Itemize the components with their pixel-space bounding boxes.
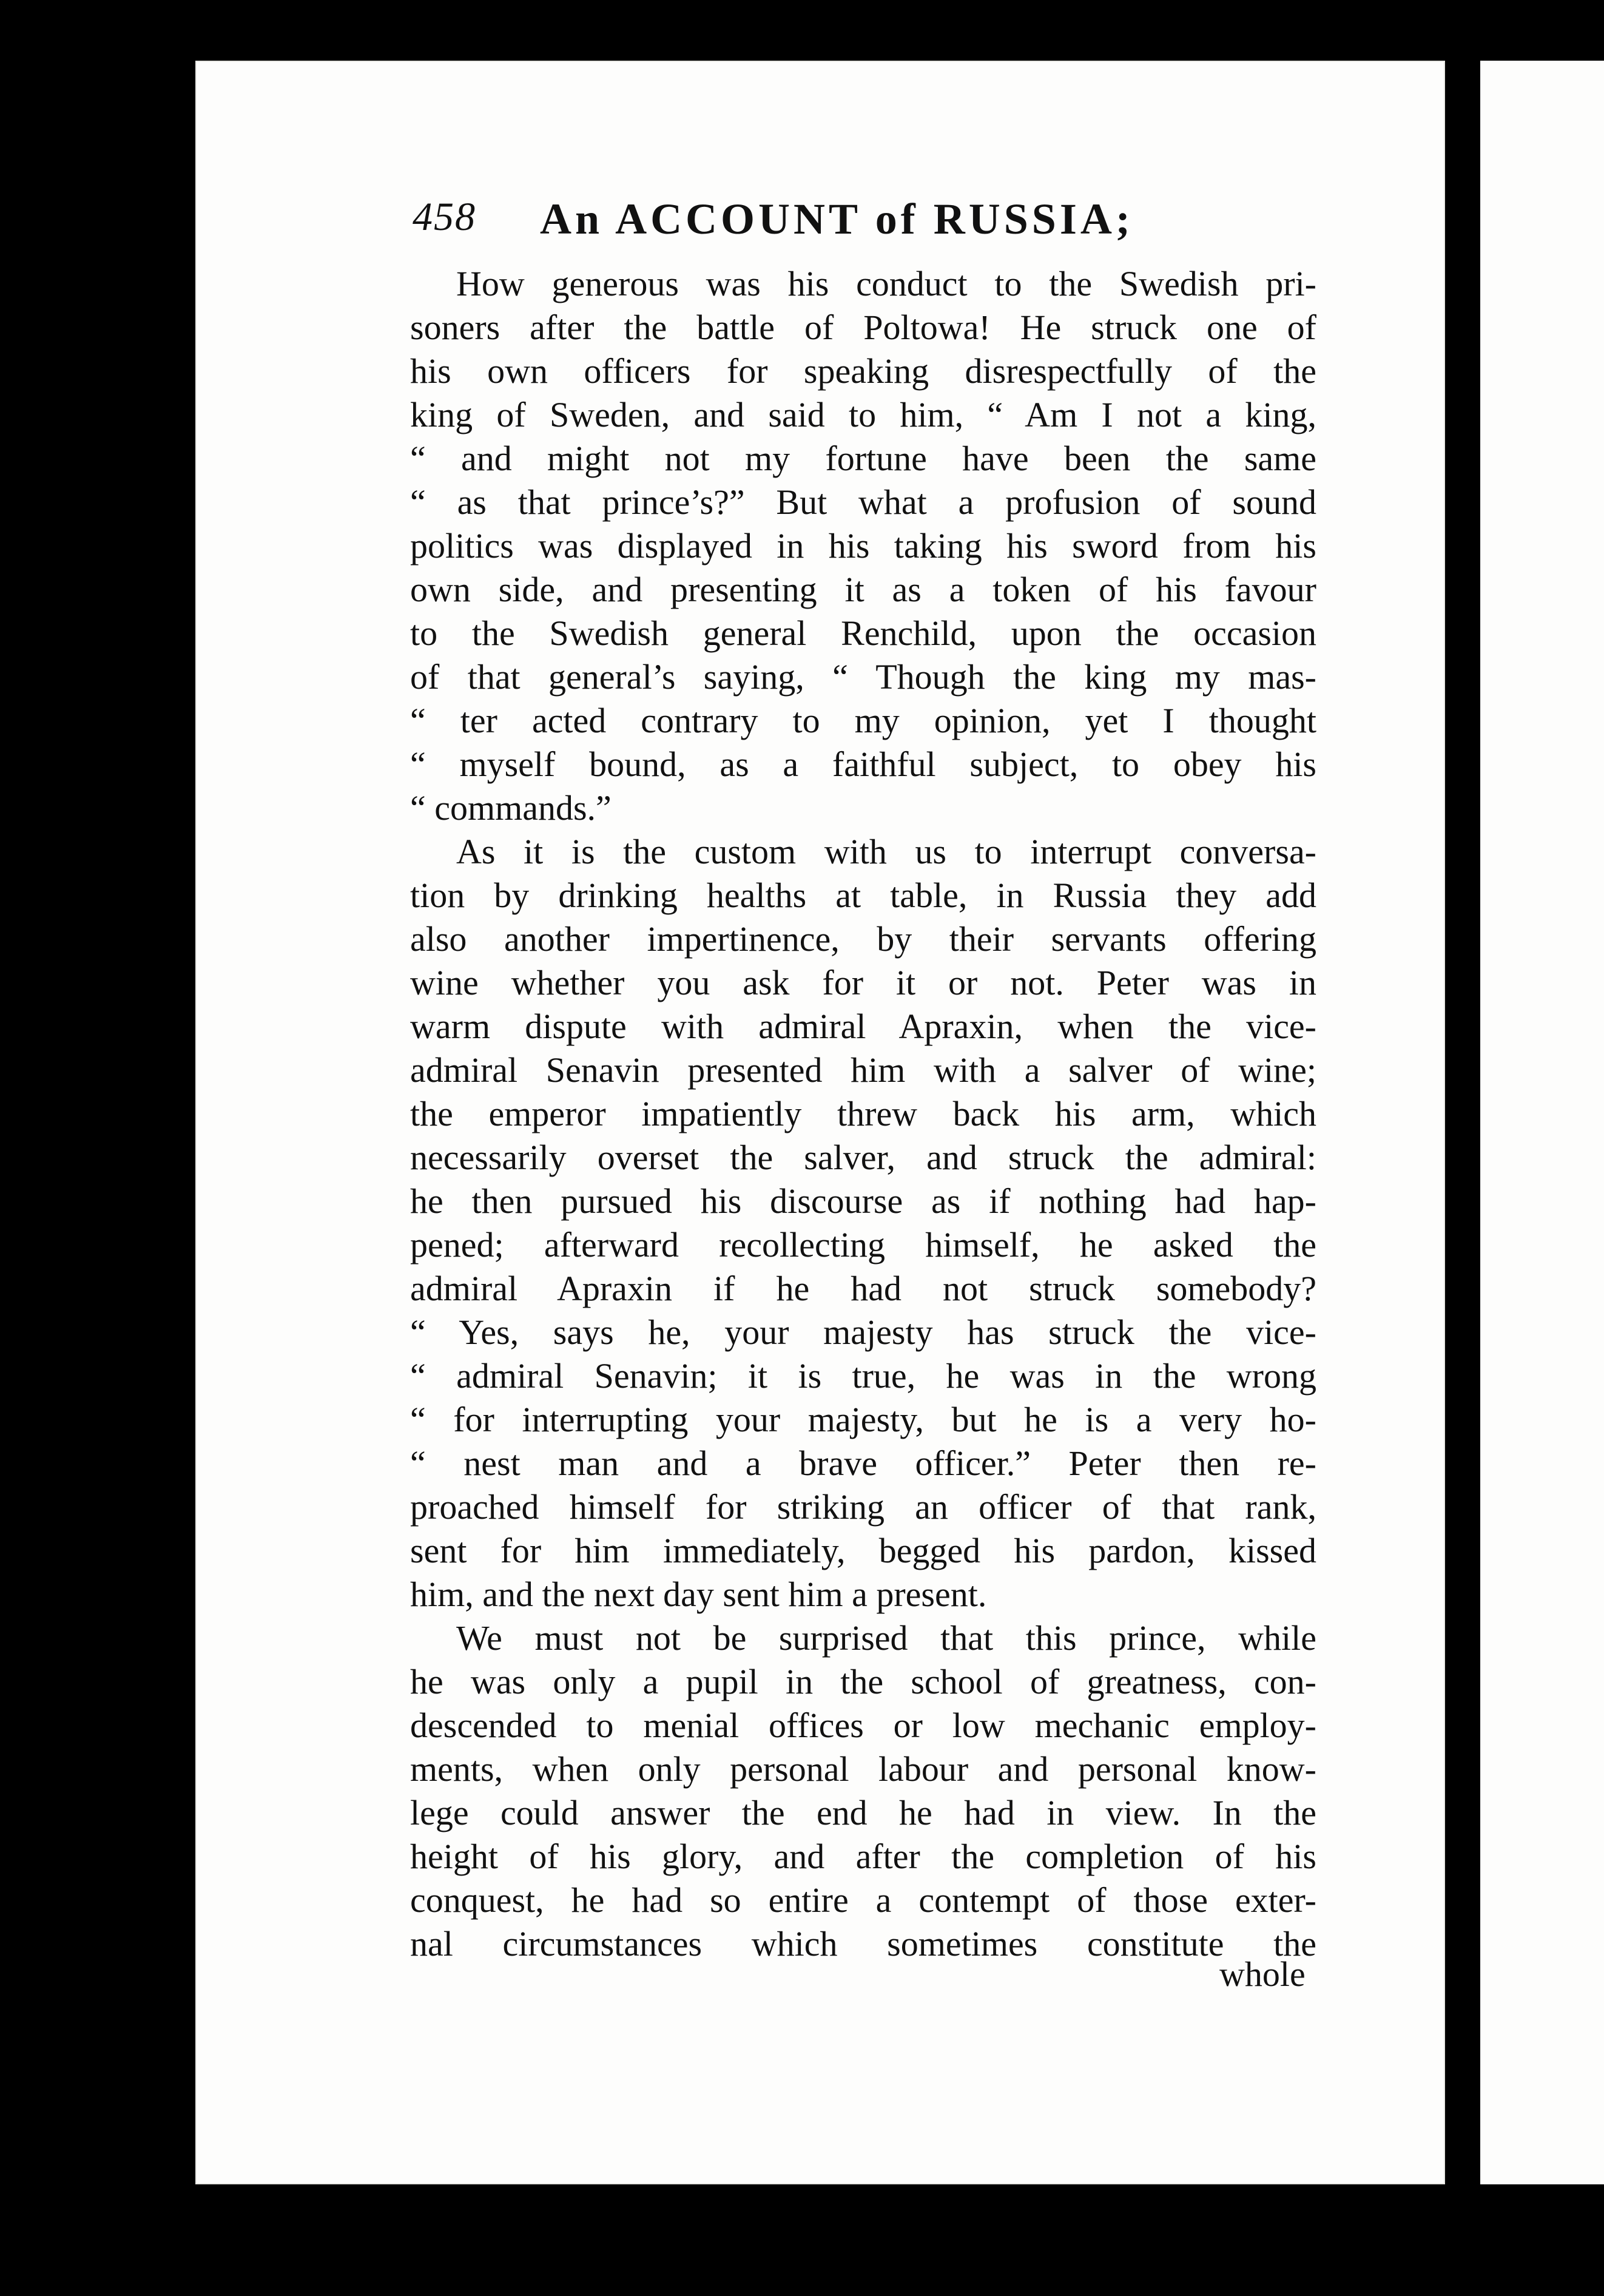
text-line: “ nest man and a brave officer.” Peter then re- bbox=[410, 1443, 1316, 1483]
text-line: “ and might not my fortune have been the same bbox=[410, 439, 1316, 478]
text-line: “ ter acted contrary to my opinion, yet I thought bbox=[410, 701, 1316, 740]
text-line: also another impertinence, by their servants offering bbox=[410, 919, 1316, 959]
text-line: “ as that prince’s?” But what a profusion of sound bbox=[410, 482, 1316, 522]
text-line: As it is the custom with us to interrupt conversa- bbox=[456, 832, 1316, 871]
running-header bbox=[413, 194, 1323, 243]
text-line: king of Sweden, and said to him, “ Am I not a king, bbox=[410, 395, 1316, 434]
text-line: height of his glory, and after the completion of his bbox=[410, 1837, 1316, 1876]
text-line: proached himself for striking an officer of that rank, bbox=[410, 1487, 1316, 1527]
text-line: tion by drinking healths at table, in Russia they add bbox=[410, 876, 1316, 915]
running-title: An ACCOUNT of RUSSIA; bbox=[540, 195, 1134, 243]
text-line: conquest, he had so entire a contempt of those exter- bbox=[410, 1880, 1316, 1920]
catchword: whole bbox=[1219, 1954, 1306, 1994]
page-gutter bbox=[1445, 58, 1480, 2188]
text-line: politics was displayed in his taking his sword from his bbox=[410, 526, 1316, 566]
text-line: “ admiral Senavin; it is true, he was in the wrong bbox=[410, 1356, 1316, 1396]
text-line: warm dispute with admiral Apraxin, when the vice- bbox=[410, 1007, 1316, 1046]
text-line: his own officers for speaking disrespectfully of the bbox=[410, 351, 1316, 391]
text-line: soners after the battle of Poltowa! He struck one of bbox=[410, 308, 1316, 347]
text-line: necessarily overset the salver, and struck the admiral: bbox=[410, 1138, 1316, 1177]
text-line: him, and the next day sent him a present. bbox=[410, 1575, 987, 1614]
text-line: lege could answer the end he had in view. In the bbox=[410, 1793, 1316, 1832]
text-line: to the Swedish general Renchild, upon the occasion bbox=[410, 613, 1316, 653]
text-line: of that general’s saying, “ Though the king my mas- bbox=[410, 657, 1316, 697]
scan-bottom-border bbox=[0, 2233, 1604, 2296]
text-line: descended to menial offices or low mechanic employ- bbox=[410, 1706, 1316, 1745]
text-line: “ commands.” bbox=[410, 788, 612, 828]
text-line: admiral Senavin presented him with a salver of wine; bbox=[410, 1050, 1316, 1090]
text-line: “ myself bound, as a faithful subject, to obey his bbox=[410, 745, 1316, 784]
text-line: pened; afterward recollecting himself, he asked the bbox=[410, 1225, 1316, 1264]
text-line: he then pursued his discourse as if nothing had hap- bbox=[410, 1181, 1316, 1221]
text-line: “ Yes, says he, your majesty has struck the vice- bbox=[410, 1312, 1316, 1352]
text-line: sent for him immediately, begged his pardon, kissed bbox=[410, 1531, 1316, 1570]
facing-page-edge bbox=[1480, 61, 1604, 2184]
text-line: We must not be surprised that this prince, while bbox=[456, 1618, 1316, 1658]
text-line: “ for interrupting your majesty, but he is a very ho- bbox=[410, 1400, 1316, 1439]
page-number: 458 bbox=[413, 195, 476, 239]
text-line: own side, and presenting it as a token of his favour bbox=[410, 570, 1316, 609]
text-line: the emperor impatiently threw back his arm, which bbox=[410, 1094, 1316, 1133]
text-line: How generous was his conduct to the Swedish pri- bbox=[456, 264, 1316, 303]
text-line: wine whether you ask for it or not. Peter was in bbox=[410, 963, 1316, 1002]
text-line: nal circumstances which sometimes constitute the bbox=[410, 1924, 1316, 1963]
text-line: he was only a pupil in the school of greatness, con- bbox=[410, 1662, 1316, 1701]
body-text bbox=[410, 262, 1316, 1966]
text-line: ments, when only personal labour and personal know- bbox=[410, 1749, 1316, 1789]
text-line: admiral Apraxin if he had not struck somebody? bbox=[410, 1269, 1316, 1308]
